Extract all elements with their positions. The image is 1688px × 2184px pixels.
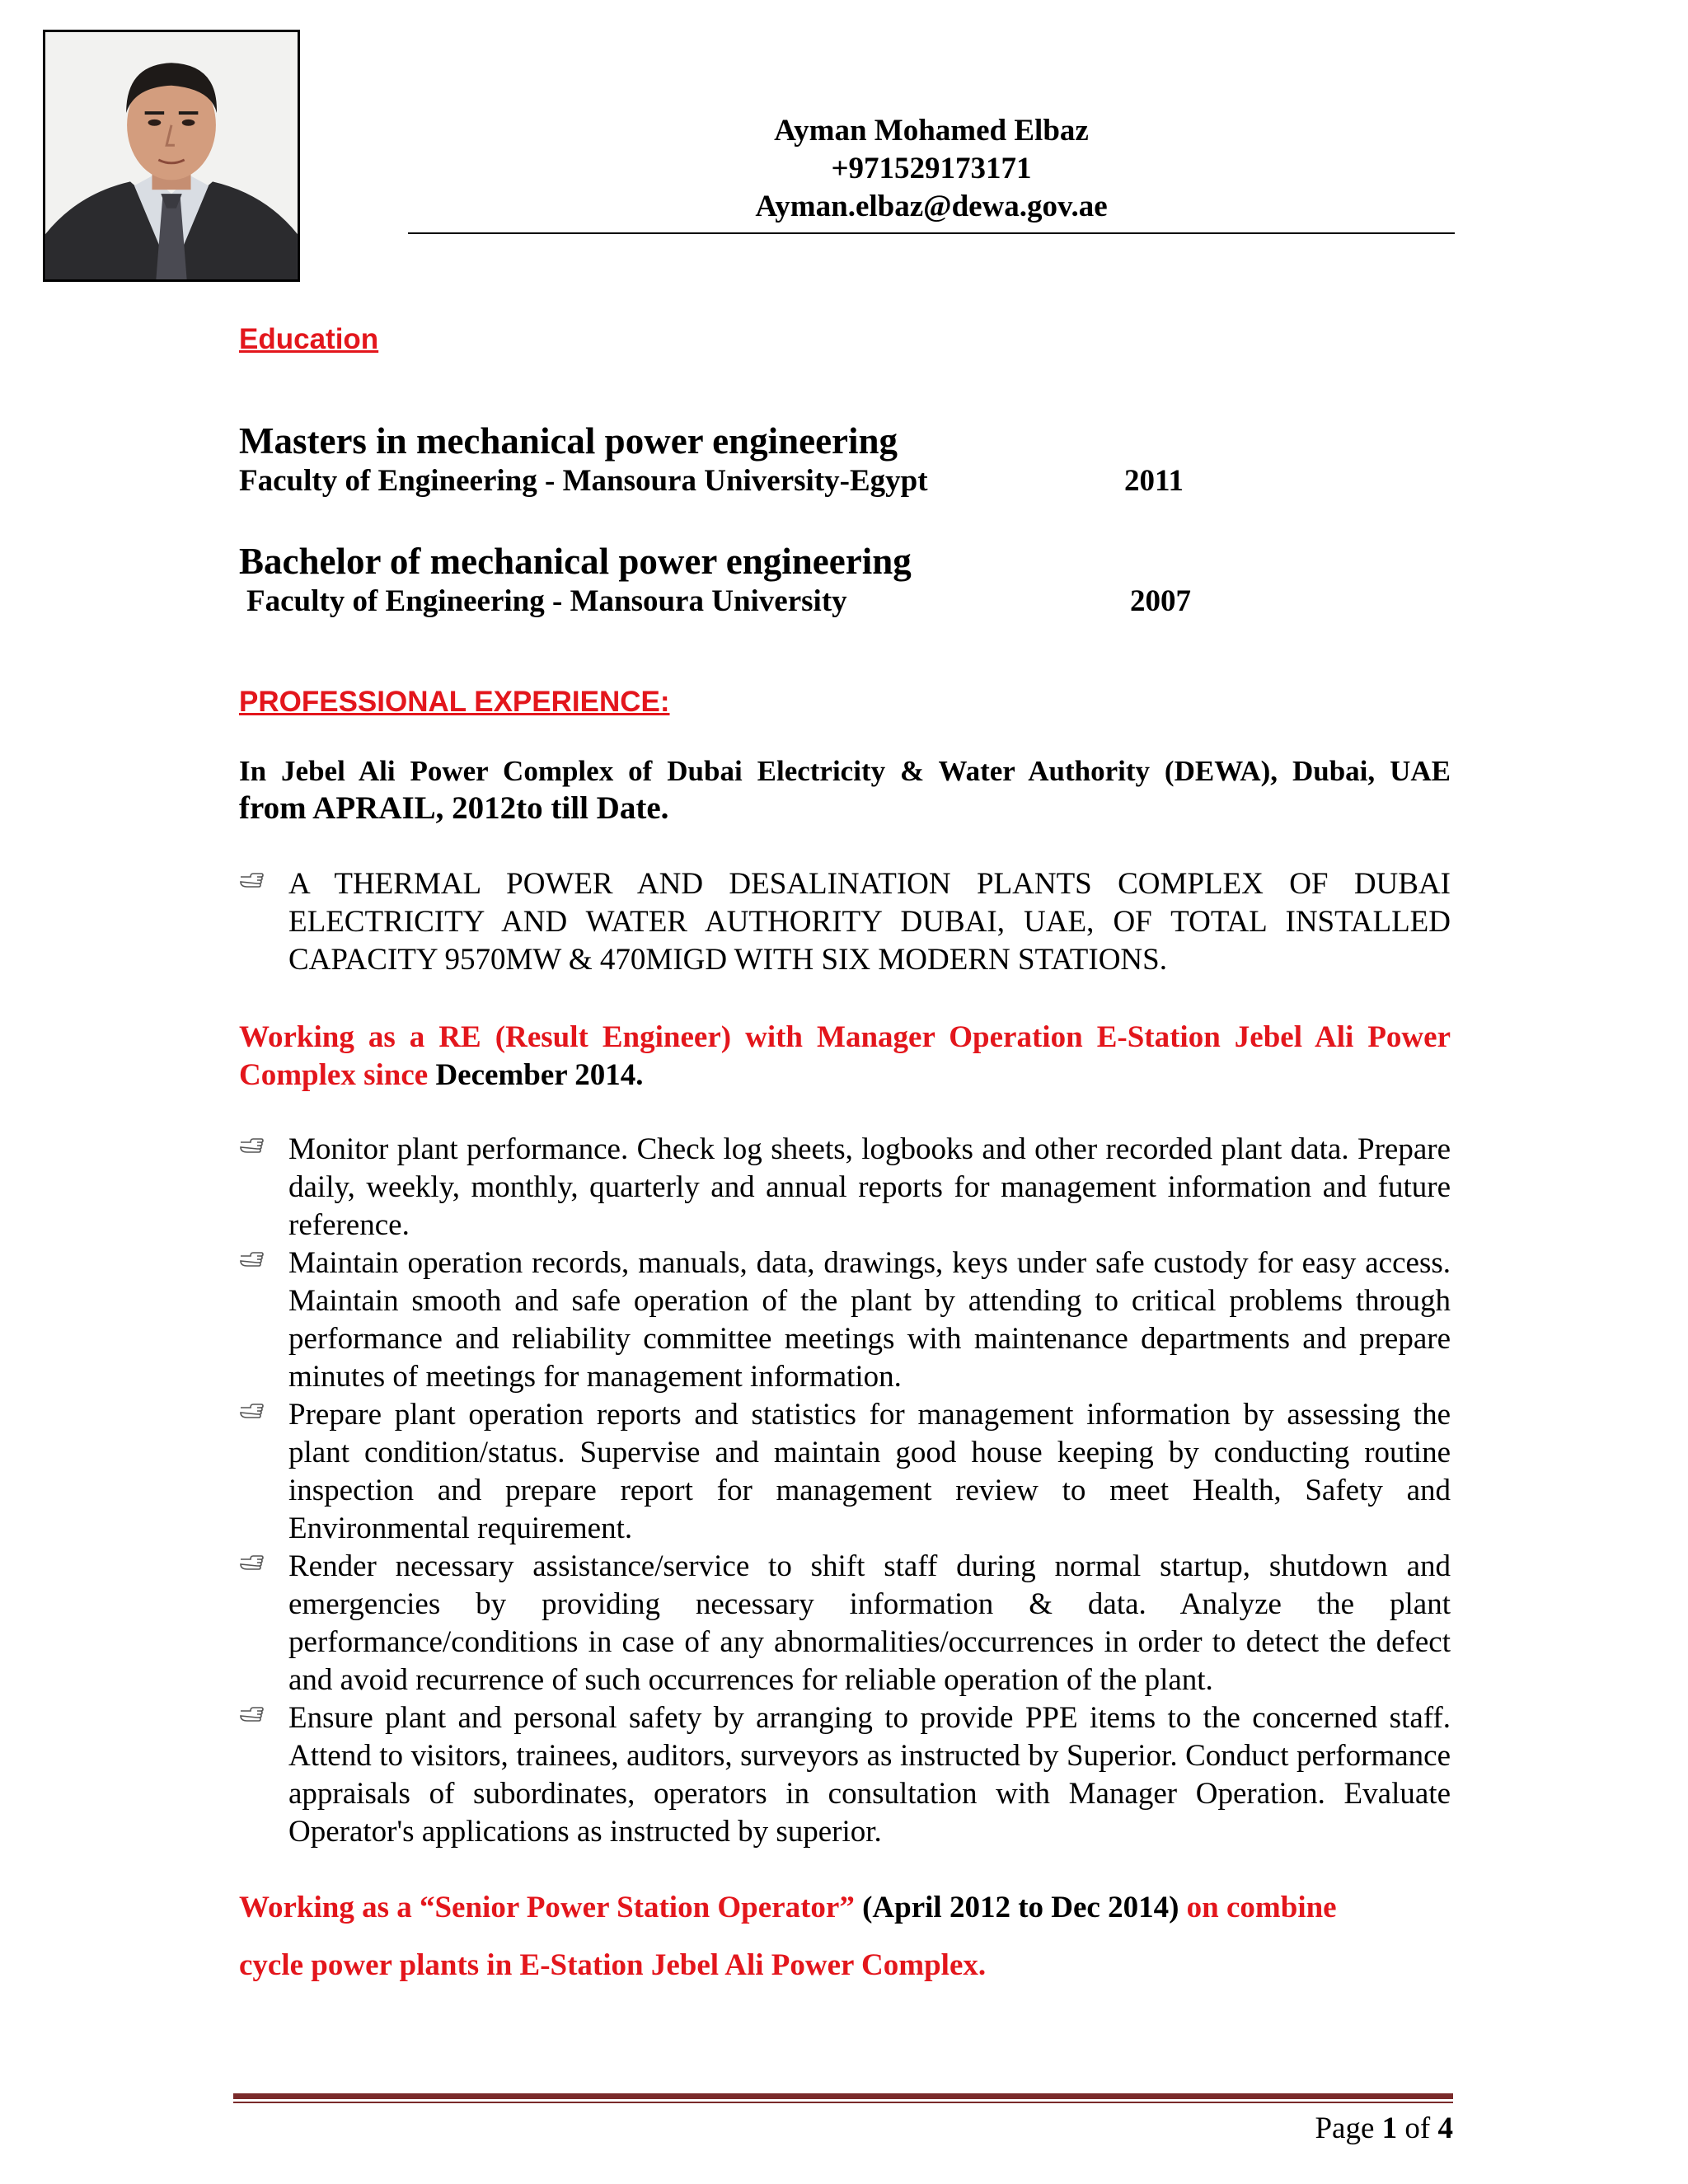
pointing-hand-icon [239, 1249, 264, 1274]
total-pages: 4 [1437, 2111, 1453, 2145]
list-item [239, 1131, 1451, 1244]
role-title [239, 1889, 1459, 1927]
role-title-text: on combine [1186, 1891, 1337, 1924]
degree-institution: Faculty of Engineering - Mansoura University-Egypt [239, 464, 928, 498]
current-page: 1 [1381, 2111, 1398, 2145]
responsibilities-list [239, 1131, 1451, 1851]
role-title-text: Working as a RE (Result Engineer) with Manager Operation E-Station Jebel Ali Power Complex since [239, 1020, 1451, 1092]
profile-photo [43, 30, 300, 282]
role-title-text: Working as a “Senior Power Station Operator” [239, 1891, 855, 1924]
list-item [239, 1396, 1451, 1548]
applicant-name: Ayman Mohamed Elbaz [774, 114, 1089, 148]
role-title [239, 1019, 1451, 1094]
role-title-continued: cycle power plants in E-Station Jebel Ali Power Complex. [239, 1948, 987, 1982]
employer-line: In Jebel Ali Power Complex of Dubai Electricity & Water Authority (DEWA), Dubai, UAE [239, 755, 1451, 787]
pointing-hand-icon [239, 1401, 264, 1426]
degree-institution: Faculty of Engineering - Mansoura University [246, 584, 847, 618]
degree-title: Bachelor of mechanical power engineering [239, 541, 912, 582]
education-heading: Education [239, 323, 379, 355]
list-item-text: Maintain operation records, manuals, data, drawings, keys under safe custody for easy access. Maintain smooth and safe operation of the plant by attending to critical problems through performance and reliability committee meetings with maintenance departments and prepare minutes of meetings for management information. [288, 1246, 1451, 1394]
complex-description [239, 865, 1451, 979]
page-number [1220, 2110, 1453, 2148]
degree-title: Masters in mechanical power engineering [239, 420, 898, 462]
employment-period: from APRAIL, 2012to till Date. [239, 790, 669, 826]
degree-year: 2011 [1124, 464, 1184, 498]
pointing-hand-icon [239, 1136, 264, 1160]
footer-divider [233, 2093, 1453, 2099]
role-period: (April 2012 to Dec 2014) [862, 1891, 1179, 1924]
portrait-image [45, 32, 298, 279]
page-label: Page [1315, 2111, 1375, 2145]
experience-heading: PROFESSIONAL EXPERIENCE: [239, 686, 670, 718]
applicant-email: Ayman.elbaz@dewa.gov.ae [755, 190, 1108, 223]
list-item-text: A THERMAL POWER AND DESALINATION PLANTS COMPLEX OF DUBAI ELECTRICITY AND WATER AUTHORITY DUBAI, UAE, OF TOTAL INSTALLED CAPACITY 9570MW & 470MIGD WITH SIX MODERN STATIONS. [288, 867, 1451, 977]
header-divider [408, 232, 1455, 234]
list-item-text: Ensure plant and personal safety by arranging to provide PPE items to the concerned staff. Attend to visitors, trainees, auditors, surveyors as instructed by Superior. Conduct performance appraisals of subordinates, operators in consultation with Manager Operation. Evaluate Operator's applications as instructed by superior. [288, 1701, 1451, 1849]
page-of-label: of [1404, 2111, 1431, 2145]
list-item-text: Render necessary assistance/service to shift staff during normal startup, shutdown and emergencies by providing necessary information & data. Analyze the plant performance/conditions in case of any abnormalities/occurrences in order to detect the defect and avoid recurrence of such occurrences for reliable operation of the plant. [288, 1549, 1451, 1697]
pointing-hand-icon [239, 870, 264, 895]
list-item [239, 1548, 1451, 1699]
list-item [239, 865, 1451, 979]
list-item [239, 1699, 1451, 1851]
role-start-date: December 2014. [435, 1058, 644, 1092]
footer-divider [233, 2102, 1453, 2103]
applicant-phone: +971529173171 [831, 152, 1032, 185]
list-item [239, 1244, 1451, 1396]
pointing-hand-icon [239, 1704, 264, 1729]
pointing-hand-icon [239, 1553, 264, 1577]
degree-year: 2007 [1130, 584, 1191, 618]
list-item-text: Monitor plant performance. Check log sheets, logbooks and other recorded plant data. Prepare daily, weekly, monthly, quarterly and annual reports for management information and future reference. [288, 1132, 1451, 1242]
list-item-text: Prepare plant operation reports and statistics for management information by assessing the plant condition/status. Supervise and maintain good house keeping by conducting routine inspection and prepare report for management review to meet Health, Safety and Environmental requirement. [288, 1398, 1451, 1545]
